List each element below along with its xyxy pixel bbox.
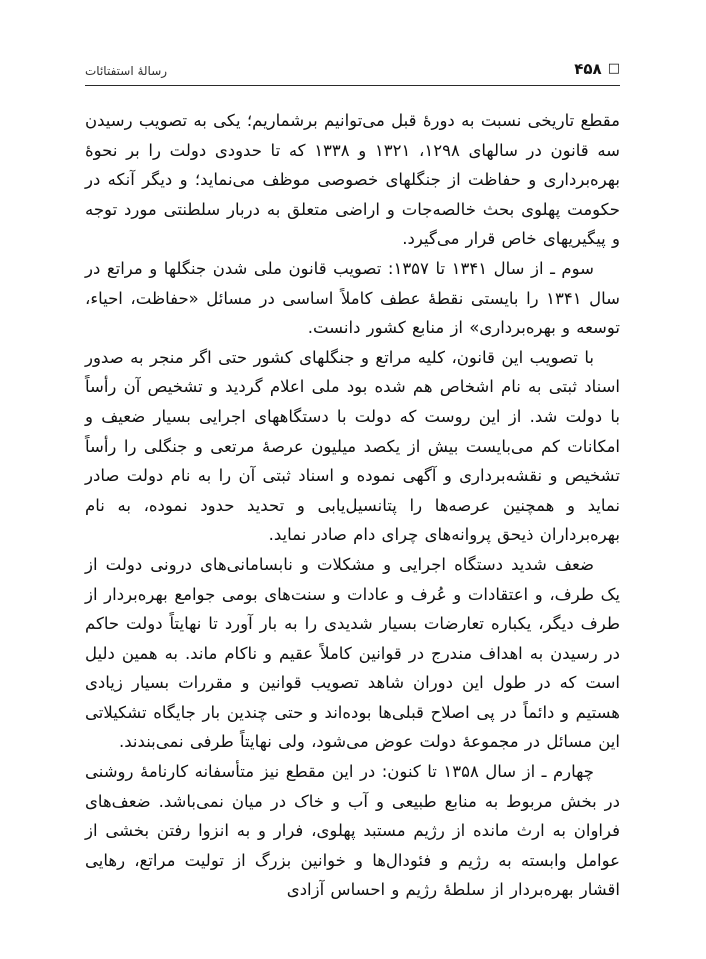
- page-body: [85, 106, 620, 905]
- square-marker-icon: □: [607, 60, 620, 76]
- paragraph: مقطع تاریخی نسبت به دورهٔ قبل می‌توانیم برشماریم؛ یکی به تصویب رسیدن سه قانون در سالهای ۱۲۹۸، ۱۳۲۱ و ۱۳۳۸ که تا حدودی دولت را بر نحوهٔ بهره‌برداری و حفاظت از جنگلهای خصوصی موظف می‌نماید؛ و دیگر آنکه در حکومت پهلوی بحث خالصه‌جات و اراضی متعلق به دربار سلطنتی مورد توجه و پیگیریهای خاص قرار می‌گیرد.: [85, 111, 620, 249]
- running-title: رسالهٔ استفتائات: [85, 64, 168, 78]
- page-number: ۴۵۸: [574, 60, 602, 78]
- paragraph: با تصویب این قانون، کلیه مراتع و جنگلهای کشور حتی اگر منجر به صدور اسناد ثبتی به نام اشخاص هم شده بود ملی اعلام گردید و تشخیص آن رأساً با دولت شد. از این روست که دولت با دستگاههای اجرایی بسیار ضعیف و امکانات کم می‌بایست بیش از یکصد میلیون عرصهٔ مرتعی و جنگلی را رأساً تشخیص و نقشه‌برداری و آگهی نموده و اسناد ثبتی آن را به نام دولت صادر نماید و همچنین عرصه‌ها را پتانسیل‌یابی و تحدید حدود نموده، به نام بهره‌برداران ذیحق پروانه‌های چرای دام صادر نماید.: [85, 347, 620, 545]
- paragraph: چهارم ـ از سال ۱۳۵۸ تا کنون: در این مقطع نیز متأسفانه کارنامهٔ روشنی در بخش مربوط به منابع طبیعی و آب و خاک در میان نمی‌باشد. ضعف‌های فراوان به ارث مانده از رژیم مستبد پهلوی، فرار و به انزوا رفتن بخشی از عوامل وابسته به رژیم و فئودال‌ها و خوانین بزرگ از تولیت مراتع، رهایی اقشار بهره‌بردار از سلطهٔ رژیم و احساس آزادی: [85, 762, 620, 900]
- header-divider: [85, 85, 620, 86]
- paragraph: سوم ـ از سال ۱۳۴۱ تا ۱۳۵۷: تصویب قانون ملی شدن جنگلها و مراتع در سال ۱۳۴۱ را بایستی نقطهٔ عطف کاملاً اساسی در مسائل «حفاظت، احیاء، توسعه و بهره‌برداری» از منابع کشور دانست.: [85, 258, 621, 338]
- page-number-block: [574, 60, 620, 78]
- paragraph: ضعف شدید دستگاه اجرایی و مشکلات و نابسامانی‌های درونی دولت از یک طرف، و اعتقادات و عُرف و عادات و سنت‌های بومی جوامع بهره‌بردار از طرف دیگر، یکباره تعارضات بسیار شدیدی را به بار آورد تا نهایتاً دولت حاکم در رسیدن به اهداف مندرج در قوانین کاملاً عقیم و ناکام ماند. به همین دلیل است که در طول این دوران شاهد تصویب قوانین و مقررات بسیار زیادی هستیم و دائماً در پی اصلاح قبلی‌ها بوده‌اند و حتی چندین بار جایگاه تشکیلاتی این مسائل در مجموعهٔ دولت عوض می‌شود، ولی نهایتاً طرفی نمی‌بندند.: [85, 554, 620, 752]
- page-header: [85, 60, 620, 85]
